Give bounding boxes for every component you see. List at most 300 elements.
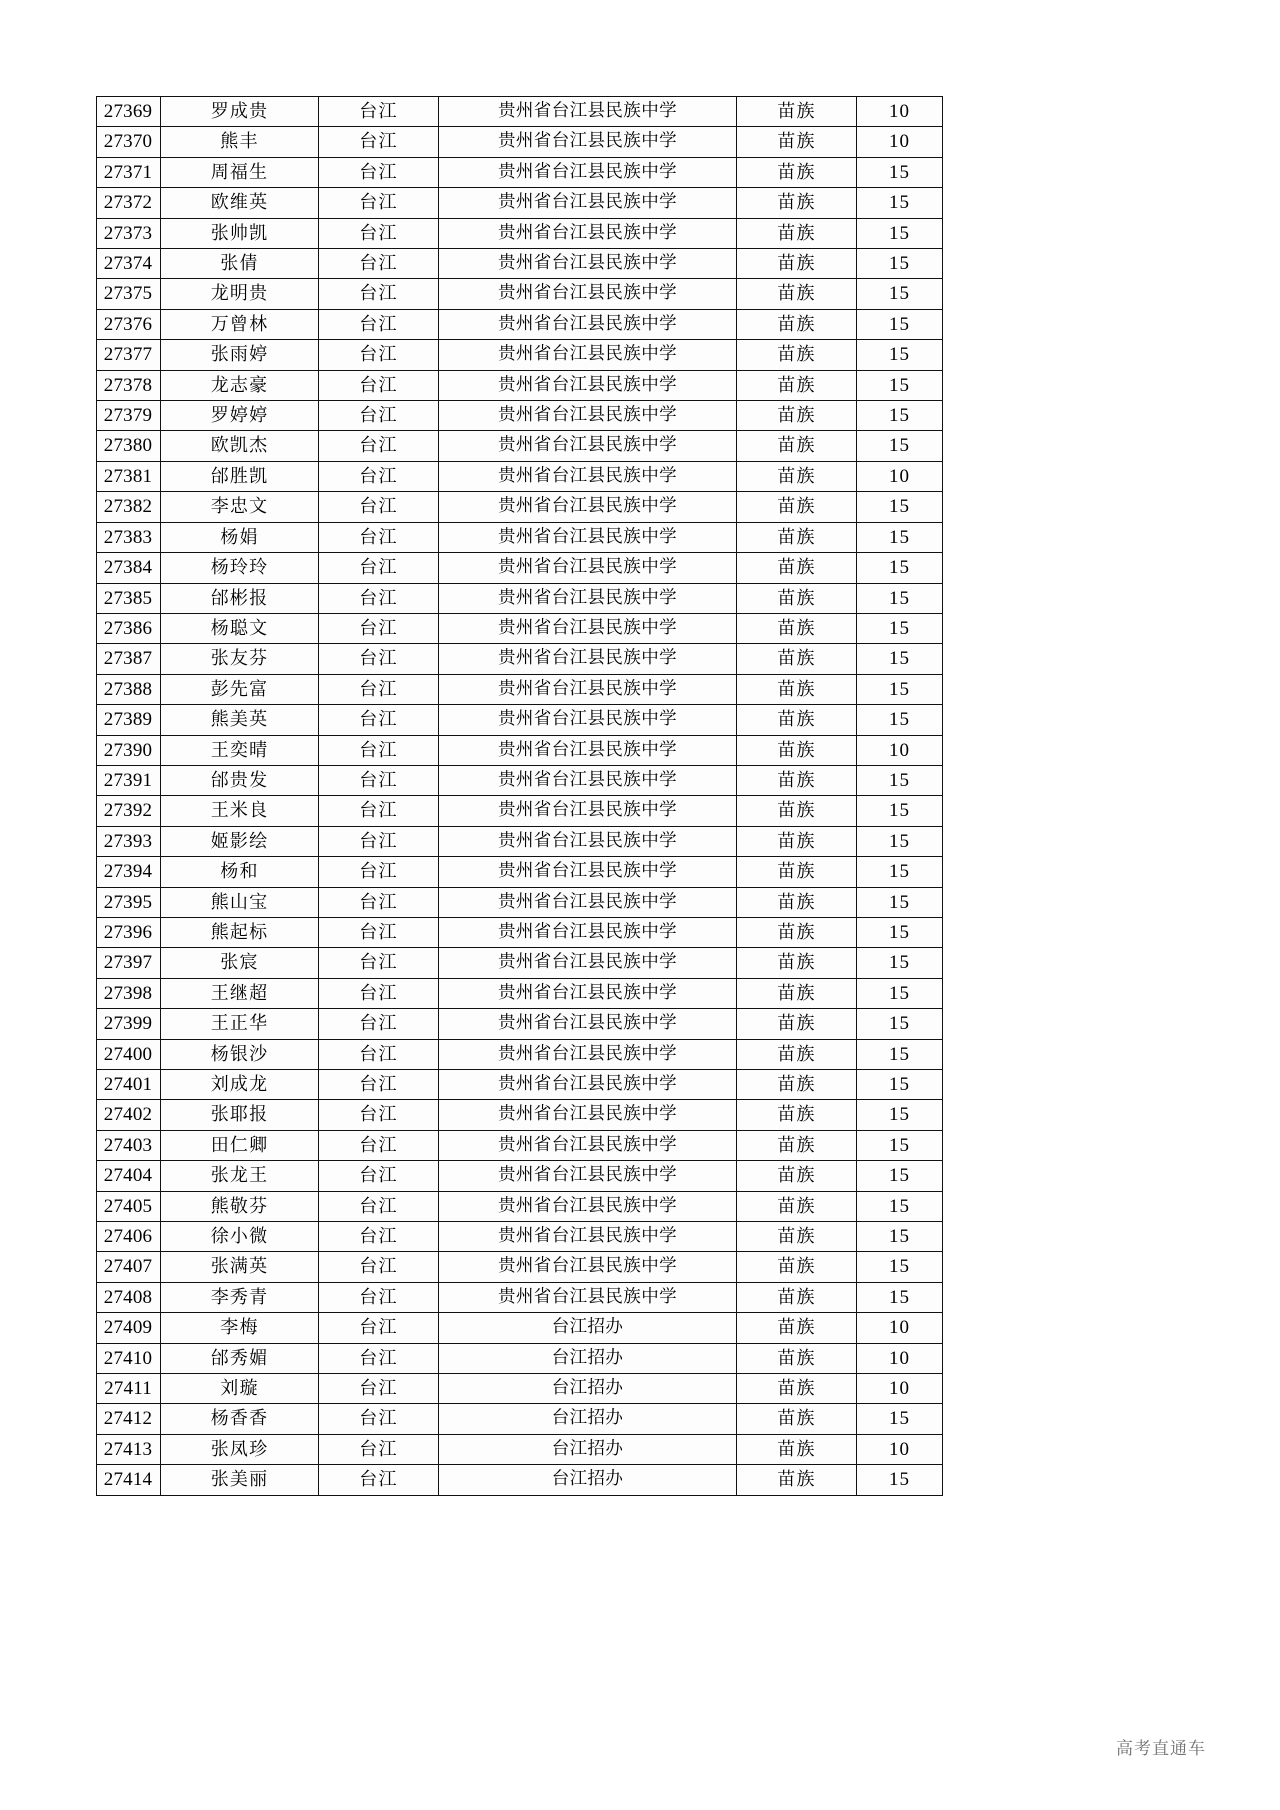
row-id: 27383 <box>97 522 161 552</box>
table-row <box>97 522 943 552</box>
table-row <box>97 249 943 279</box>
row-area: 台江 <box>319 127 439 157</box>
row-name: 杨香香 <box>161 1404 319 1434</box>
row-area: 台江 <box>319 674 439 704</box>
table-row <box>97 1282 943 1312</box>
row-id: 27385 <box>97 583 161 613</box>
row-ethnicity: 苗族 <box>737 1252 857 1282</box>
watermark-text: 高考直通车 <box>1116 1739 1206 1759</box>
row-score: 15 <box>857 887 943 917</box>
row-ethnicity: 苗族 <box>737 522 857 552</box>
row-id: 27370 <box>97 127 161 157</box>
row-school: 贵州省台江县民族中学 <box>439 735 737 765</box>
row-id: 27371 <box>97 157 161 187</box>
table-row <box>97 553 943 583</box>
row-ethnicity: 苗族 <box>737 917 857 947</box>
table-row <box>97 1434 943 1464</box>
row-ethnicity: 苗族 <box>737 309 857 339</box>
row-name: 姬影绘 <box>161 826 319 856</box>
table-row <box>97 340 943 370</box>
table-row <box>97 1222 943 1252</box>
row-score: 15 <box>857 826 943 856</box>
row-name: 龙志豪 <box>161 370 319 400</box>
row-ethnicity: 苗族 <box>737 887 857 917</box>
row-score: 15 <box>857 492 943 522</box>
row-school: 贵州省台江县民族中学 <box>439 370 737 400</box>
row-name: 刘璇 <box>161 1374 319 1404</box>
row-id: 27394 <box>97 857 161 887</box>
row-score: 15 <box>857 1252 943 1282</box>
row-school: 贵州省台江县民族中学 <box>439 948 737 978</box>
row-school: 贵州省台江县民族中学 <box>439 613 737 643</box>
row-name: 杨和 <box>161 857 319 887</box>
table-row <box>97 644 943 674</box>
table-row <box>97 1313 943 1343</box>
row-ethnicity: 苗族 <box>737 1343 857 1373</box>
row-score: 15 <box>857 644 943 674</box>
row-id: 27387 <box>97 644 161 674</box>
row-id: 27375 <box>97 279 161 309</box>
row-score: 15 <box>857 765 943 795</box>
row-score: 15 <box>857 340 943 370</box>
row-name: 李忠文 <box>161 492 319 522</box>
row-id: 27411 <box>97 1374 161 1404</box>
row-ethnicity: 苗族 <box>737 431 857 461</box>
row-id: 27405 <box>97 1191 161 1221</box>
row-ethnicity: 苗族 <box>737 127 857 157</box>
row-name: 张凤珍 <box>161 1434 319 1464</box>
row-name: 王奕晴 <box>161 735 319 765</box>
row-score: 10 <box>857 127 943 157</box>
row-score: 15 <box>857 249 943 279</box>
row-name: 张宸 <box>161 948 319 978</box>
row-area: 台江 <box>319 1191 439 1221</box>
table-row <box>97 1100 943 1130</box>
table-row <box>97 978 943 1008</box>
row-name: 熊丰 <box>161 127 319 157</box>
row-id: 27390 <box>97 735 161 765</box>
row-id: 27397 <box>97 948 161 978</box>
row-school: 贵州省台江县民族中学 <box>439 1100 737 1130</box>
row-school: 贵州省台江县民族中学 <box>439 765 737 795</box>
row-score: 10 <box>857 1434 943 1464</box>
row-ethnicity: 苗族 <box>737 1070 857 1100</box>
row-id: 27396 <box>97 917 161 947</box>
row-school: 贵州省台江县民族中学 <box>439 340 737 370</box>
row-score: 15 <box>857 157 943 187</box>
row-id: 27409 <box>97 1313 161 1343</box>
row-score: 15 <box>857 431 943 461</box>
row-score: 15 <box>857 705 943 735</box>
row-score: 10 <box>857 1374 943 1404</box>
row-area: 台江 <box>319 948 439 978</box>
table-row <box>97 735 943 765</box>
row-id: 27393 <box>97 826 161 856</box>
row-ethnicity: 苗族 <box>737 1130 857 1160</box>
row-id: 27373 <box>97 218 161 248</box>
table-row <box>97 461 943 491</box>
row-name: 熊山宝 <box>161 887 319 917</box>
row-school: 贵州省台江县民族中学 <box>439 127 737 157</box>
table-row <box>97 279 943 309</box>
table-row <box>97 218 943 248</box>
row-name: 周福生 <box>161 157 319 187</box>
row-name: 欧维英 <box>161 188 319 218</box>
table-row <box>97 1374 943 1404</box>
row-id: 27386 <box>97 613 161 643</box>
row-area: 台江 <box>319 1252 439 1282</box>
row-area: 台江 <box>319 583 439 613</box>
row-ethnicity: 苗族 <box>737 1191 857 1221</box>
row-area: 台江 <box>319 765 439 795</box>
row-name: 邰胜凯 <box>161 461 319 491</box>
row-area: 台江 <box>319 492 439 522</box>
row-school: 贵州省台江县民族中学 <box>439 309 737 339</box>
row-ethnicity: 苗族 <box>737 279 857 309</box>
row-score: 15 <box>857 1191 943 1221</box>
row-id: 27401 <box>97 1070 161 1100</box>
row-name: 熊起标 <box>161 917 319 947</box>
row-id: 27384 <box>97 553 161 583</box>
row-score: 15 <box>857 1070 943 1100</box>
row-ethnicity: 苗族 <box>737 492 857 522</box>
row-name: 张帅凯 <box>161 218 319 248</box>
row-id: 27376 <box>97 309 161 339</box>
row-id: 27391 <box>97 765 161 795</box>
row-name: 罗成贵 <box>161 97 319 127</box>
row-id: 27403 <box>97 1130 161 1160</box>
row-ethnicity: 苗族 <box>737 1374 857 1404</box>
row-score: 15 <box>857 401 943 431</box>
row-school: 贵州省台江县民族中学 <box>439 705 737 735</box>
row-ethnicity: 苗族 <box>737 370 857 400</box>
row-name: 张满英 <box>161 1252 319 1282</box>
row-score: 15 <box>857 279 943 309</box>
row-area: 台江 <box>319 613 439 643</box>
row-area: 台江 <box>319 553 439 583</box>
row-school: 贵州省台江县民族中学 <box>439 857 737 887</box>
row-name: 张龙王 <box>161 1161 319 1191</box>
row-score: 15 <box>857 857 943 887</box>
row-name: 张雨婷 <box>161 340 319 370</box>
row-area: 台江 <box>319 796 439 826</box>
row-ethnicity: 苗族 <box>737 1282 857 1312</box>
row-id: 27388 <box>97 674 161 704</box>
table-row <box>97 917 943 947</box>
row-name: 杨娟 <box>161 522 319 552</box>
row-school: 贵州省台江县民族中学 <box>439 978 737 1008</box>
table-row <box>97 887 943 917</box>
row-id: 27408 <box>97 1282 161 1312</box>
row-ethnicity: 苗族 <box>737 1039 857 1069</box>
row-school: 贵州省台江县民族中学 <box>439 401 737 431</box>
row-score: 10 <box>857 1313 943 1343</box>
table-row <box>97 613 943 643</box>
row-area: 台江 <box>319 401 439 431</box>
row-area: 台江 <box>319 1465 439 1495</box>
table-row <box>97 370 943 400</box>
row-ethnicity: 苗族 <box>737 1313 857 1343</box>
row-ethnicity: 苗族 <box>737 583 857 613</box>
table-row <box>97 127 943 157</box>
row-score: 15 <box>857 1161 943 1191</box>
roster-table-container <box>96 96 942 1496</box>
row-school: 贵州省台江县民族中学 <box>439 279 737 309</box>
table-row <box>97 188 943 218</box>
row-id: 27378 <box>97 370 161 400</box>
table-row <box>97 492 943 522</box>
row-score: 15 <box>857 613 943 643</box>
row-ethnicity: 苗族 <box>737 857 857 887</box>
row-area: 台江 <box>319 249 439 279</box>
row-area: 台江 <box>319 1222 439 1252</box>
row-area: 台江 <box>319 1009 439 1039</box>
row-id: 27381 <box>97 461 161 491</box>
row-ethnicity: 苗族 <box>737 157 857 187</box>
row-id: 27413 <box>97 1434 161 1464</box>
table-row <box>97 1191 943 1221</box>
table-row <box>97 948 943 978</box>
row-score: 15 <box>857 1404 943 1434</box>
row-name: 王继超 <box>161 978 319 1008</box>
row-name: 熊敬芬 <box>161 1191 319 1221</box>
row-ethnicity: 苗族 <box>737 674 857 704</box>
table-row <box>97 826 943 856</box>
row-school: 台江招办 <box>439 1434 737 1464</box>
row-name: 杨玲玲 <box>161 553 319 583</box>
row-name: 彭先富 <box>161 674 319 704</box>
row-name: 龙明贵 <box>161 279 319 309</box>
row-ethnicity: 苗族 <box>737 644 857 674</box>
roster-table <box>96 96 943 1496</box>
row-school: 贵州省台江县民族中学 <box>439 917 737 947</box>
row-name: 徐小微 <box>161 1222 319 1252</box>
table-row <box>97 431 943 461</box>
row-score: 15 <box>857 1130 943 1160</box>
table-row <box>97 1343 943 1373</box>
row-name: 邰秀媚 <box>161 1343 319 1373</box>
row-id: 27369 <box>97 97 161 127</box>
row-ethnicity: 苗族 <box>737 1434 857 1464</box>
row-id: 27402 <box>97 1100 161 1130</box>
row-school: 贵州省台江县民族中学 <box>439 522 737 552</box>
row-score: 15 <box>857 1039 943 1069</box>
row-id: 27382 <box>97 492 161 522</box>
roster-table-body <box>97 97 943 1496</box>
row-school: 贵州省台江县民族中学 <box>439 1282 737 1312</box>
table-row <box>97 1465 943 1495</box>
row-name: 李秀青 <box>161 1282 319 1312</box>
row-area: 台江 <box>319 917 439 947</box>
row-score: 15 <box>857 1222 943 1252</box>
row-school: 贵州省台江县民族中学 <box>439 1130 737 1160</box>
row-id: 27414 <box>97 1465 161 1495</box>
row-score: 15 <box>857 522 943 552</box>
row-area: 台江 <box>319 1404 439 1434</box>
row-ethnicity: 苗族 <box>737 1009 857 1039</box>
row-ethnicity: 苗族 <box>737 340 857 370</box>
row-score: 15 <box>857 674 943 704</box>
row-school: 贵州省台江县民族中学 <box>439 1252 737 1282</box>
row-school: 贵州省台江县民族中学 <box>439 796 737 826</box>
row-score: 15 <box>857 1100 943 1130</box>
row-ethnicity: 苗族 <box>737 188 857 218</box>
table-row <box>97 1039 943 1069</box>
row-ethnicity: 苗族 <box>737 1465 857 1495</box>
row-area: 台江 <box>319 309 439 339</box>
row-school: 贵州省台江县民族中学 <box>439 1191 737 1221</box>
row-school: 台江招办 <box>439 1465 737 1495</box>
row-name: 李梅 <box>161 1313 319 1343</box>
table-row <box>97 97 943 127</box>
row-name: 邰彬报 <box>161 583 319 613</box>
row-area: 台江 <box>319 1130 439 1160</box>
row-score: 15 <box>857 583 943 613</box>
row-ethnicity: 苗族 <box>737 1222 857 1252</box>
row-score: 15 <box>857 1009 943 1039</box>
row-area: 台江 <box>319 279 439 309</box>
row-score: 15 <box>857 1465 943 1495</box>
row-school: 贵州省台江县民族中学 <box>439 157 737 187</box>
row-id: 27379 <box>97 401 161 431</box>
row-school: 贵州省台江县民族中学 <box>439 249 737 279</box>
row-score: 15 <box>857 948 943 978</box>
row-id: 27406 <box>97 1222 161 1252</box>
row-school: 贵州省台江县民族中学 <box>439 218 737 248</box>
row-ethnicity: 苗族 <box>737 978 857 1008</box>
row-area: 台江 <box>319 370 439 400</box>
row-school: 贵州省台江县民族中学 <box>439 1161 737 1191</box>
row-area: 台江 <box>319 735 439 765</box>
table-row <box>97 401 943 431</box>
row-area: 台江 <box>319 857 439 887</box>
row-name: 罗婷婷 <box>161 401 319 431</box>
row-area: 台江 <box>319 826 439 856</box>
row-score: 10 <box>857 1343 943 1373</box>
row-area: 台江 <box>319 1313 439 1343</box>
row-school: 台江招办 <box>439 1404 737 1434</box>
row-area: 台江 <box>319 1070 439 1100</box>
row-score: 15 <box>857 978 943 1008</box>
row-school: 台江招办 <box>439 1374 737 1404</box>
table-row <box>97 857 943 887</box>
row-score: 15 <box>857 553 943 583</box>
row-school: 贵州省台江县民族中学 <box>439 188 737 218</box>
row-score: 10 <box>857 735 943 765</box>
row-area: 台江 <box>319 705 439 735</box>
row-id: 27412 <box>97 1404 161 1434</box>
row-score: 15 <box>857 370 943 400</box>
table-row <box>97 157 943 187</box>
row-id: 27400 <box>97 1039 161 1069</box>
row-ethnicity: 苗族 <box>737 735 857 765</box>
row-school: 贵州省台江县民族中学 <box>439 1222 737 1252</box>
row-name: 邰贵发 <box>161 765 319 795</box>
row-school: 贵州省台江县民族中学 <box>439 553 737 583</box>
row-name: 欧凯杰 <box>161 431 319 461</box>
row-school: 贵州省台江县民族中学 <box>439 826 737 856</box>
row-name: 杨聪文 <box>161 613 319 643</box>
row-area: 台江 <box>319 522 439 552</box>
row-area: 台江 <box>319 887 439 917</box>
row-school: 贵州省台江县民族中学 <box>439 1070 737 1100</box>
row-ethnicity: 苗族 <box>737 705 857 735</box>
table-row <box>97 1404 943 1434</box>
row-area: 台江 <box>319 1282 439 1312</box>
row-id: 27380 <box>97 431 161 461</box>
row-id: 27407 <box>97 1252 161 1282</box>
row-ethnicity: 苗族 <box>737 249 857 279</box>
row-area: 台江 <box>319 1100 439 1130</box>
row-ethnicity: 苗族 <box>737 97 857 127</box>
row-name: 张耶报 <box>161 1100 319 1130</box>
row-id: 27395 <box>97 887 161 917</box>
row-score: 15 <box>857 218 943 248</box>
row-ethnicity: 苗族 <box>737 826 857 856</box>
table-row <box>97 1130 943 1160</box>
table-row <box>97 674 943 704</box>
row-area: 台江 <box>319 461 439 491</box>
table-row <box>97 309 943 339</box>
row-score: 15 <box>857 309 943 339</box>
row-id: 27374 <box>97 249 161 279</box>
row-ethnicity: 苗族 <box>737 218 857 248</box>
row-id: 27410 <box>97 1343 161 1373</box>
row-area: 台江 <box>319 644 439 674</box>
row-school: 贵州省台江县民族中学 <box>439 1009 737 1039</box>
row-score: 15 <box>857 1282 943 1312</box>
row-ethnicity: 苗族 <box>737 461 857 491</box>
table-row <box>97 765 943 795</box>
row-name: 田仁卿 <box>161 1130 319 1160</box>
row-id: 27399 <box>97 1009 161 1039</box>
row-school: 贵州省台江县民族中学 <box>439 644 737 674</box>
row-ethnicity: 苗族 <box>737 613 857 643</box>
row-area: 台江 <box>319 1343 439 1373</box>
row-ethnicity: 苗族 <box>737 765 857 795</box>
row-score: 15 <box>857 796 943 826</box>
row-area: 台江 <box>319 1161 439 1191</box>
row-ethnicity: 苗族 <box>737 553 857 583</box>
row-area: 台江 <box>319 431 439 461</box>
row-area: 台江 <box>319 157 439 187</box>
row-id: 27392 <box>97 796 161 826</box>
row-area: 台江 <box>319 1374 439 1404</box>
table-row <box>97 796 943 826</box>
row-area: 台江 <box>319 1434 439 1464</box>
row-id: 27372 <box>97 188 161 218</box>
row-school: 贵州省台江县民族中学 <box>439 461 737 491</box>
row-school: 贵州省台江县民族中学 <box>439 887 737 917</box>
row-score: 10 <box>857 461 943 491</box>
row-area: 台江 <box>319 218 439 248</box>
row-id: 27404 <box>97 1161 161 1191</box>
row-id: 27389 <box>97 705 161 735</box>
row-id: 27377 <box>97 340 161 370</box>
row-school: 贵州省台江县民族中学 <box>439 492 737 522</box>
row-name: 王米良 <box>161 796 319 826</box>
row-score: 15 <box>857 917 943 947</box>
row-area: 台江 <box>319 340 439 370</box>
row-school: 贵州省台江县民族中学 <box>439 583 737 613</box>
table-row <box>97 1252 943 1282</box>
table-row <box>97 583 943 613</box>
row-ethnicity: 苗族 <box>737 948 857 978</box>
row-name: 张倩 <box>161 249 319 279</box>
row-ethnicity: 苗族 <box>737 1100 857 1130</box>
row-ethnicity: 苗族 <box>737 796 857 826</box>
row-school: 台江招办 <box>439 1343 737 1373</box>
